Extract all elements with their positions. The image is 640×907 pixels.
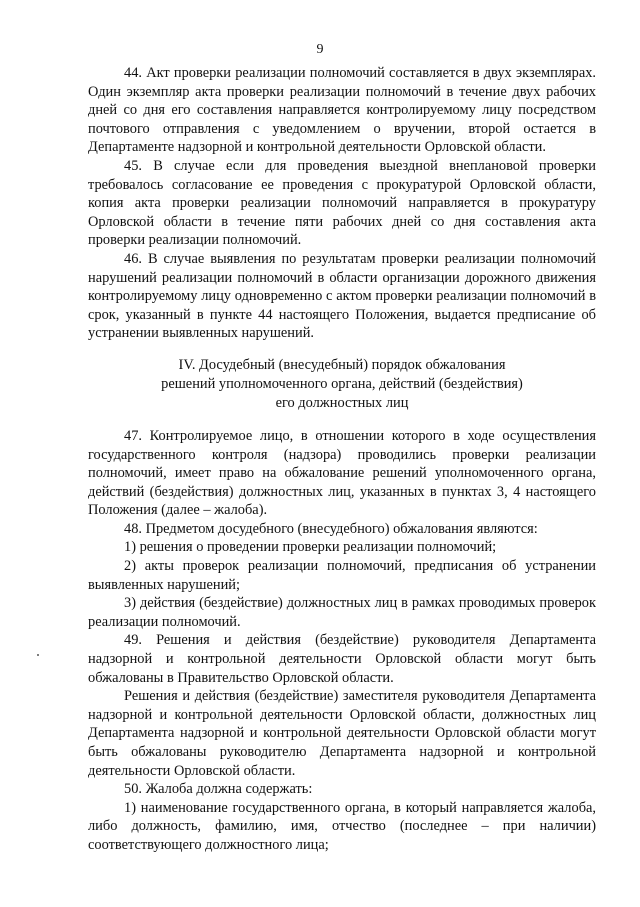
paragraph-47: 47. Контролируемое лицо, в отношении которого в ходе осуществления государственного контроля (надзора) проводились проверки реализации полномочий, имеет право на обжалование решений уполномоченного органа, действий (бездействия) должностных лиц, указанных в пунктах 3, 4 настоящего Положения (далее – жалоба). — [88, 427, 596, 519]
paragraph-44: 44. Акт проверки реализации полномочий составляется в двух экземплярах. Один экземпляр акта проверки реализации полномочий в течение двух рабочих дней со дня его составления направляется контролируемому лицу посредством почтового отправления с уведомлением о вручении, второй остается в Департаменте надзорной и контрольной деятельности Орловской области. — [88, 65, 596, 156]
page-number: 9 — [316, 42, 324, 57]
paragraph-45: 45. В случае если для проведения выездной внеплановой проверки требовалось согласование ее проведения с прокуратурой Орловской области, копия акта проверки реализации полномочий направляется в прокуратуру Орловской области в течение пяти рабочих дней со дня составления акта проверки реализации полномочий. — [88, 157, 596, 249]
section-heading-line-1: IV. Досудебный (внесудебный) порядок обжалования — [178, 356, 506, 373]
list-item-50-1: 1) наименование государственного органа, в который направляется жалоба, либо должность, фамилию, имя, отчество (последнее – при наличии) соответствующего должностного лица; — [88, 799, 596, 853]
paragraph-48: 48. Предметом досудебного (внесудебного) обжалования являются: — [124, 520, 538, 537]
margin-dot — [37, 654, 39, 656]
list-item-48-1: 1) решения о проведении проверки реализации полномочий; — [124, 539, 497, 556]
section-heading-line-3: его должностных лиц — [275, 394, 409, 411]
paragraph-46: 46. В случае выявления по результатам проверки реализации полномочий нарушений реализации полномочий в области организации дорожного движения контролируемому лицу одновременно с актом проверки реализации полномочий в срок, указанный в пункте 44 настоящего Положения, выдается предписание об устранении выявленных нарушений. — [88, 250, 596, 342]
document-body — [88, 64, 596, 855]
section-heading-line-2: решений уполномоченного органа, действий (бездействия) — [161, 375, 523, 392]
section-heading — [88, 356, 596, 413]
list-item-48-2: 2) акты проверок реализации полномочий, предписания об устранении выявленных нарушений; — [88, 558, 596, 593]
paragraph-49-continued: Решения и действия (бездействие) заместителя руководителя Департамента надзорной и контрольной деятельности Орловской области, должностных лиц Департамента надзорной и контрольной деятельности Орловской области могут быть обжалованы руководителю Департамента надзорной и контрольной деятельности Орловской области. — [88, 688, 596, 779]
list-item-48-3: 3) действия (бездействие) должностных лиц в рамках проводимых проверок реализации полномочий. — [88, 595, 596, 630]
paragraph-49: 49. Решения и действия (бездействие) руководителя Департамента надзорной и контрольной деятельности Орловской области могут быть обжалованы в Правительство Орловской области. — [88, 632, 596, 686]
paragraph-50: 50. Жалоба должна содержать: — [124, 781, 313, 798]
